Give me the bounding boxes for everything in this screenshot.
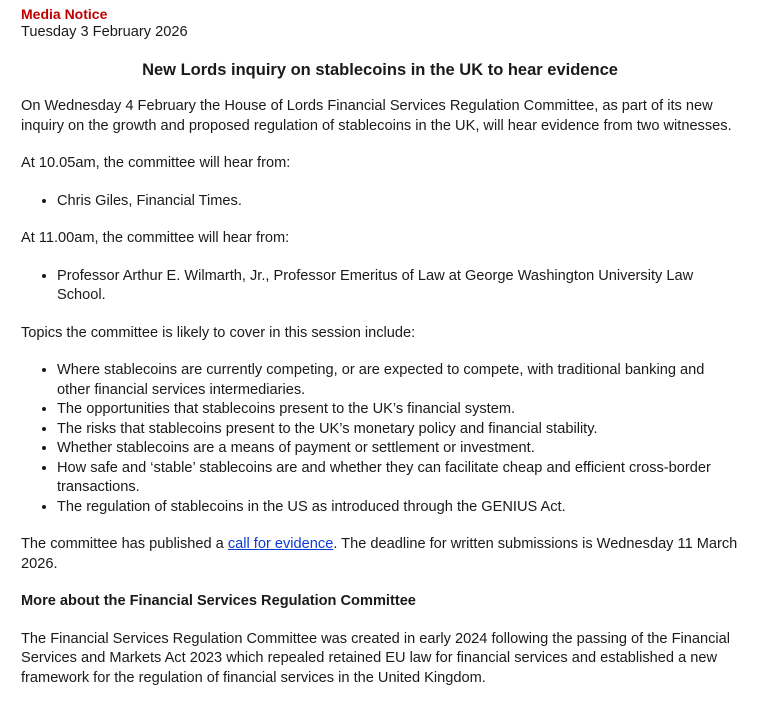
session-2-heading: At 11.00am, the committee will hear from: <box>21 230 290 246</box>
topic-item: • Whether stablecoins are a means of payment or settlement or investment. <box>57 439 739 459</box>
topic-item: • The regulation of stablecoins in the US as introduced through the GENIUS Act. <box>57 498 739 518</box>
headline: New Lords inquiry on stablecoins in the UK to hear evidence <box>142 61 618 79</box>
topic-item: • The risks that stablecoins present to the UK’s monetary policy and financial stability. <box>57 420 739 440</box>
session-1-heading: At 10.05am, the committee will hear from: <box>21 155 291 171</box>
topic-item: • Where stablecoins are currently competing, or are expected to compete, with traditional banking and other financial services intermediaries. <box>57 361 739 400</box>
session-1-witness-list <box>21 192 739 212</box>
topic-item: • How safe and ‘stable’ stablecoins are and whether they can facilitate cheap and efficient cross-border transactions. <box>57 459 739 498</box>
witness-item: • Professor Arthur E. Wilmarth, Jr., Professor Emeritus of Law at George Washington University Law School. <box>57 267 739 306</box>
witness-item: • Chris Giles, Financial Times. <box>57 192 739 212</box>
call-for-evidence-paragraph <box>21 535 739 574</box>
intro-paragraph: On Wednesday 4 February the House of Lords Financial Services Regulation Committee, as part of its new inquiry on the growth and proposed regulation of stablecoins in the UK, will hear evidence from two witnesses. <box>21 98 732 134</box>
media-notice-label: Media Notice <box>21 6 108 22</box>
session-2-witness-list <box>21 267 739 306</box>
notice-date: Tuesday 3 February 2026 <box>21 24 188 40</box>
topic-item: • The opportunities that stablecoins present to the UK’s financial system. <box>57 400 739 420</box>
topics-list <box>21 361 739 517</box>
topics-heading: Topics the committee is likely to cover in this session include: <box>21 324 416 341</box>
about-committee-heading: More about the Financial Services Regulation Committee <box>21 593 416 609</box>
call-for-evidence-text-after: . The deadline for written submissions is Wednesday 11 March 2026. <box>21 536 738 572</box>
call-for-evidence-text-before: The committee has published a <box>21 536 228 552</box>
call-for-evidence-link[interactable]: call for evidence <box>227 536 334 552</box>
about-committee-paragraph: The Financial Services Regulation Committee was created in early 2024 following the passing of the Financial Services and Markets Act 2023 which repealed retained EU law for financial services and established a new framework for the regulation of financial services in the United Kingdom. <box>21 630 730 686</box>
